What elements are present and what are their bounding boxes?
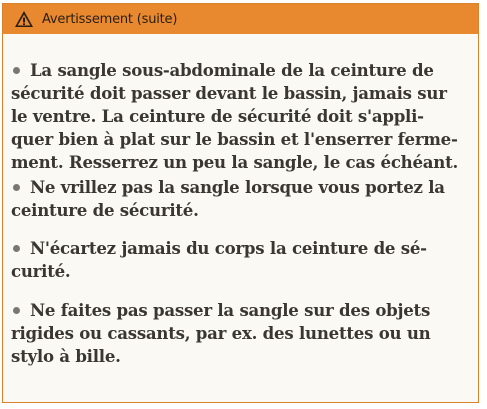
warning-title: Avertissement (suite) xyxy=(42,11,178,27)
paragraph-line: La sangle sous-abdominale de la ceinture de xyxy=(11,59,458,82)
paragraph-line: N'écartez jamais du corps la ceinture de sé- xyxy=(11,237,427,260)
bullet-paragraph xyxy=(11,176,445,222)
paragraph-line: rigides ou cassants, par ex. des lunettes ou un xyxy=(11,323,431,343)
bullet-paragraph xyxy=(11,59,458,174)
paragraph-line: Ne faites pas passer la sangle sur des objets xyxy=(11,299,431,322)
bullet-paragraph xyxy=(11,299,431,368)
paragraph-line: stylo à bille. xyxy=(11,346,121,366)
paragraph-line: Ne vrillez pas la sangle lorsque vous portez la xyxy=(11,176,445,199)
bullet-icon xyxy=(13,67,20,74)
bullet-icon xyxy=(13,307,20,314)
paragraph-line: quer bien à plat sur le bassin et l'enserrer ferme- xyxy=(11,129,458,149)
bullet-paragraph xyxy=(11,237,427,283)
bullet-icon xyxy=(13,184,20,191)
bullet-icon xyxy=(13,245,20,252)
warning-box xyxy=(2,3,479,403)
paragraph-line: curité. xyxy=(11,261,71,281)
paragraph-line: ceinture de sécurité. xyxy=(11,200,199,220)
warning-triangle-icon xyxy=(14,10,34,28)
warning-header xyxy=(3,4,478,34)
paragraph-line: sécurité doit passer devant le bassin, jamais sur xyxy=(11,83,447,103)
paragraph-line: le ventre. La ceinture de sécurité doit s'appli- xyxy=(11,106,424,126)
paragraph-line: ment. Resserrez un peu la sangle, le cas échéant. xyxy=(11,152,459,172)
